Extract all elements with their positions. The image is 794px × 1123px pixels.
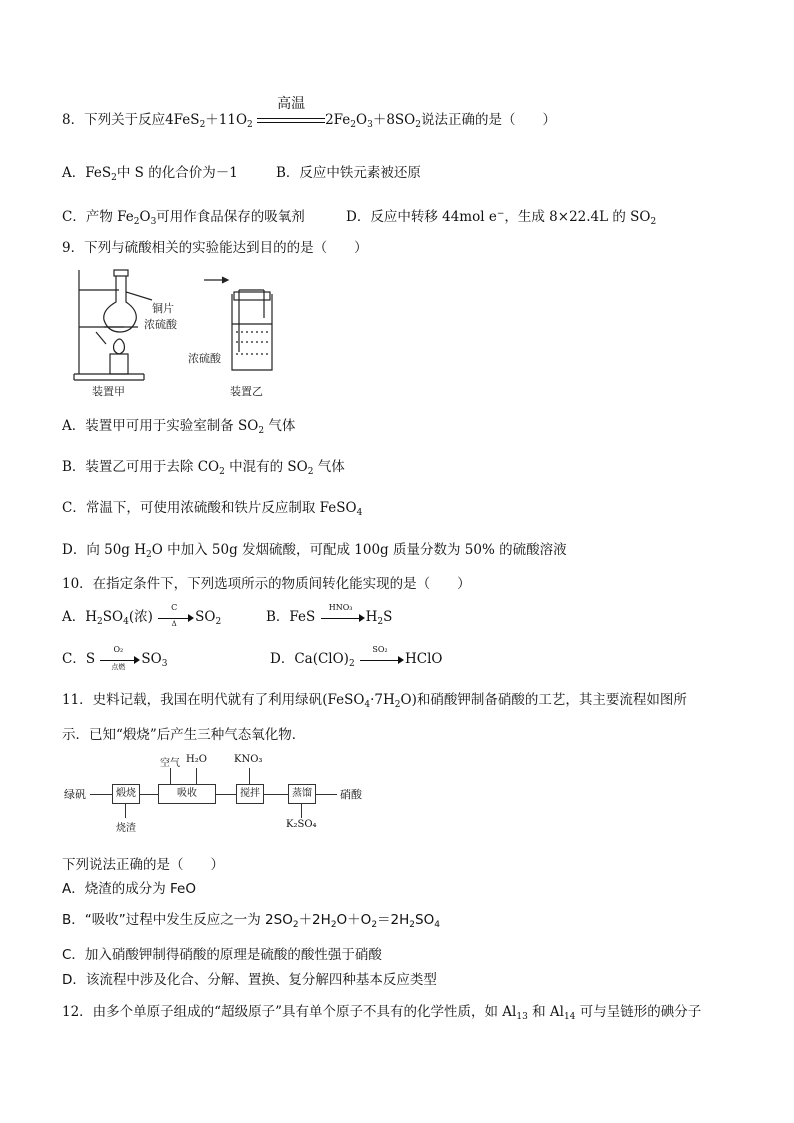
q8-option-b: B．反应中铁元素被还原 xyxy=(276,165,421,181)
q11-line2: 示．已知“煅烧”后产生三种气态氧化物． xyxy=(62,727,306,743)
reaction-arrow: $\frac{C}{\Delta}$ xyxy=(158,611,194,625)
flow-box-absorb: 吸收 xyxy=(158,784,216,804)
caption-a: 装置甲 xyxy=(92,385,125,398)
q11-option-c: C．加入硝酸钾制得硝酸的原理是硫酸的酸性强于硝酸 xyxy=(62,947,382,963)
q9-apparatus-figure xyxy=(64,262,294,402)
reaction-arrow: HNO₃ xyxy=(321,611,365,625)
q8-option-c: C．产物 $Fe_2O_3$可用作食品保存的吸氧剂 xyxy=(62,209,305,227)
flow-residue: 烧渣 xyxy=(116,823,136,834)
q11-option-a: A．烧渣的成分为 FeO xyxy=(62,881,196,897)
q10-option-d: D．$Ca(ClO)_2$ SO₂ HClO xyxy=(270,644,443,669)
label-acid-a: 浓硫酸 xyxy=(144,318,177,331)
q9-option-d: D．向 50g $H_2O$ 中加入 50g 发烟硫酸，可配成 100g 质量分数为 50% 的硫酸溶液 xyxy=(62,542,567,560)
caption-b: 装置乙 xyxy=(230,385,263,398)
q11-question: 下列说法正确的是（ ） xyxy=(62,857,224,873)
flow-kno3: KNO₃ xyxy=(234,754,263,765)
flow-box-distill: 蒸馏 xyxy=(288,784,316,804)
q11-line1: 11．史料记载，我国在明代就有了利用绿矾$(FeSO_4\cdot 7H_2O)$和硝酸钾制备硝酸的工艺，其主要流程如图所 xyxy=(62,692,687,710)
q9-option-c: C．常温下，可使用浓硫酸和铁片反应制取 FeSO$_4$ xyxy=(62,500,363,518)
q8-option-d: D．反应中转移 44mol e−，生成 8×22.4L 的 $SO_2$ xyxy=(346,209,657,227)
flow-k2so4: K₂SO₄ xyxy=(286,819,317,830)
q9-option-b: B．装置乙可用于去除 $CO_2$ 中混有的 $SO_2$ 气体 xyxy=(62,459,345,477)
flow-box-calcine: 煅烧 xyxy=(112,784,140,804)
q8-option-a: A．FeS$_2$中 S 的化合价为－1 xyxy=(62,165,238,183)
q9-option-a: A．装置甲可用于实验室制备 $SO_2$ 气体 xyxy=(62,418,296,436)
q11-option-b: B．“吸收”过程中发生反应之一为 $2SO_2+2H_2O+O_2=2H_2SO_4$ xyxy=(62,912,440,930)
reaction-arrow: O₂ 点燃 xyxy=(100,653,140,667)
q11-option-d: D．该流程中涉及化合、分解、置换、复分解四种基本反应类型 xyxy=(62,972,437,988)
flow-box-stir: 搅拌 xyxy=(236,784,264,804)
flow-input: 绿矾 xyxy=(64,788,86,801)
q11-flowchart xyxy=(64,752,384,834)
label-acid-b: 浓硫酸 xyxy=(188,352,221,365)
q8-tail: 说法正确的是（ ） xyxy=(420,112,556,128)
flow-output: 硝酸 xyxy=(340,788,362,801)
flow-water: H₂O xyxy=(186,754,207,765)
q12-stem: 12．由多个单原子组成的“超级原子”具有单个原子不具有的化学性质，如 $Al_{13}$ 和 $Al_{14}$ 可与呈链形的碘分子 xyxy=(62,1004,702,1022)
label-cu: 铜片 xyxy=(152,302,174,315)
q8-intro: 8．下列关于反应 xyxy=(62,112,166,128)
q10-option-c: C．S O₂ 点燃 $SO_3$ xyxy=(62,644,168,671)
apparatus-a xyxy=(74,270,152,380)
reaction-arrow: SO₂ xyxy=(360,653,404,667)
q10-stem: 10．在指定条件下，下列选项所示的物质间转化能实现的是（ ） xyxy=(62,576,471,592)
q9-stem: 9．下列与硫酸相关的实验能达到目的的是（ ） xyxy=(62,240,368,256)
q10-option-b: B．FeS HNO₃ $H_2S$ xyxy=(266,602,393,627)
equilibrium-sign xyxy=(257,95,325,129)
condition-label: 高温 xyxy=(277,95,306,112)
flow-air: 空气 xyxy=(160,758,180,769)
q10-option-a: A．$H_2SO_4$(浓) $\frac{C}{\Delta}$ $SO_2$ xyxy=(62,602,222,628)
q8-stem: 8．下列关于反应$4FeS_2+11O_2$ 高温 $2Fe_2O_3+8SO_2$说法正确的是（ ） xyxy=(62,108,556,129)
